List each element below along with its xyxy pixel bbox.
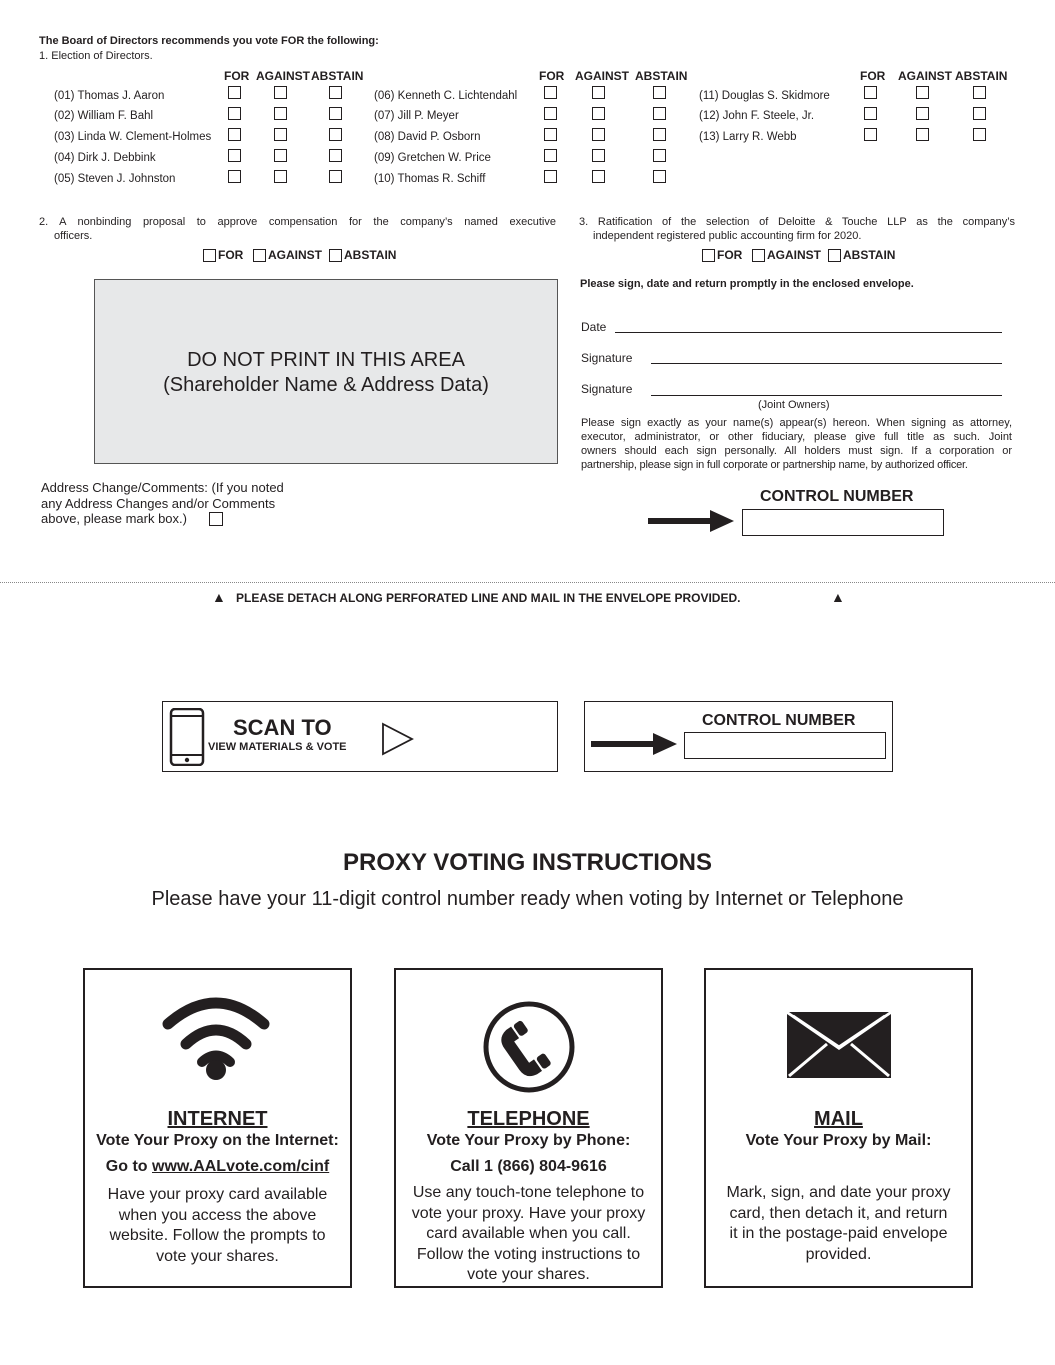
body-line: vote your shares. [156, 1247, 279, 1265]
joint-owners-label: (Joint Owners) [758, 399, 830, 411]
mail-body [716, 1183, 961, 1265]
control-number-box [742, 509, 944, 536]
proposal-2-line1: 2. A nonbinding proposal to approve compensation for the company’s named executive [39, 216, 556, 228]
checkbox-icon[interactable] [702, 249, 715, 262]
instructions-subheading: Please have your 11-digit control number ready when voting by Internet or Telephone [151, 888, 904, 910]
internet-subtitle: Vote Your Proxy on the Internet: [96, 1132, 339, 1149]
vote-for-checkbox[interactable] [228, 86, 241, 99]
option-label: FOR [717, 248, 743, 262]
scan-to-vote-box[interactable] [162, 701, 558, 772]
instructions-heading: PROXY VOTING INSTRUCTIONS [343, 849, 712, 876]
vote-abstain-checkbox[interactable] [329, 170, 342, 183]
vote-abstain-checkbox[interactable] [653, 86, 666, 99]
detach-instruction: PLEASE DETACH ALONG PERFORATED LINE AND MAIL IN THE ENVELOPE PROVIDED. [236, 591, 741, 605]
vote-for-checkbox[interactable] [864, 86, 877, 99]
internet-url-line [85, 1158, 350, 1176]
voting-website-link[interactable]: www.AALvote.com/cinf [152, 1158, 330, 1175]
vote-for-checkbox[interactable] [228, 170, 241, 183]
body-line: card available when you call. [426, 1225, 631, 1242]
vote-for-checkbox[interactable] [228, 149, 241, 162]
vote-for-checkbox[interactable] [544, 128, 557, 141]
internet-body [95, 1185, 340, 1267]
body-line: Have your proxy card available [107, 1186, 328, 1203]
address-change-checkbox[interactable] [209, 512, 223, 526]
vote-against-checkbox[interactable] [916, 128, 929, 141]
signature-joint-label: Signature [581, 382, 633, 396]
director-01: (01) Thomas J. Aaron [54, 90, 165, 102]
checkbox-icon[interactable] [329, 249, 342, 262]
col-against-3: AGAINST [898, 69, 952, 83]
proposal-3-line2: independent registered public accounting firm for 2020. [593, 230, 862, 242]
option-label: AGAINST [767, 248, 821, 262]
director-07: (07) Jill P. Meyer [374, 110, 459, 122]
vote-against-checkbox[interactable] [592, 128, 605, 141]
vote-against-checkbox[interactable] [274, 86, 287, 99]
item-1-label: 1. Election of Directors. [39, 50, 153, 62]
telephone-title: TELEPHONE [467, 1108, 590, 1130]
internet-method-panel [83, 968, 352, 1288]
triangle-up-icon: ▲ [212, 589, 226, 605]
vote-against-checkbox[interactable] [274, 128, 287, 141]
control-number-label: CONTROL NUMBER [760, 488, 914, 505]
col-abstain-2: ABSTAIN [635, 69, 688, 83]
body-line: Mark, sign, and date your proxy [726, 1184, 951, 1201]
body-line: when you access the above [118, 1206, 317, 1224]
control-number-box [684, 732, 886, 759]
signature-joint-field[interactable] [651, 395, 1002, 396]
checkbox-icon[interactable] [253, 249, 266, 262]
telephone-body [406, 1183, 651, 1286]
signing-note-1: Please sign exactly as your name(s) appear(s) hereon. When signing as attorney, [581, 417, 1012, 429]
vote-abstain-checkbox[interactable] [973, 128, 986, 141]
mail-subtitle: Vote Your Proxy by Mail: [745, 1132, 932, 1149]
col-for-2: FOR [539, 69, 565, 83]
vote-against-checkbox[interactable] [274, 107, 287, 120]
col-for-3: FOR [860, 69, 886, 83]
body-line: vote your shares. [467, 1266, 590, 1283]
vote-abstain-checkbox[interactable] [329, 149, 342, 162]
director-03: (03) Linda W. Clement-Holmes [54, 131, 212, 143]
vote-abstain-checkbox[interactable] [653, 128, 666, 141]
option-label: FOR [218, 248, 244, 262]
vote-against-checkbox[interactable] [916, 86, 929, 99]
checkbox-icon[interactable] [828, 249, 841, 262]
signature-label: Signature [581, 351, 633, 365]
proposal-2-for[interactable] [203, 248, 243, 262]
vote-abstain-checkbox[interactable] [653, 149, 666, 162]
proposal-2-abstain[interactable] [329, 248, 396, 262]
arrow-right-icon [648, 510, 734, 532]
director-09: (09) Gretchen W. Price [374, 152, 491, 164]
telephone-method-panel [394, 968, 663, 1288]
vote-for-checkbox[interactable] [228, 128, 241, 141]
vote-abstain-checkbox[interactable] [973, 107, 986, 120]
director-12: (12) John F. Steele, Jr. [699, 110, 815, 122]
shareholder-address-area [94, 279, 558, 464]
vote-abstain-checkbox[interactable] [653, 170, 666, 183]
proposal-2-line2: officers. [54, 230, 93, 242]
director-10: (10) Thomas R. Schiff [374, 173, 486, 185]
mail-title: MAIL [814, 1108, 863, 1130]
director-06: (06) Kenneth C. Lichtendahl [374, 90, 518, 102]
shareholder-data-notice: (Shareholder Name & Address Data) [163, 374, 489, 396]
vote-for-checkbox[interactable] [228, 107, 241, 120]
vote-abstain-checkbox[interactable] [329, 128, 342, 141]
vote-against-checkbox[interactable] [592, 170, 605, 183]
vote-against-checkbox[interactable] [274, 170, 287, 183]
vote-for-checkbox[interactable] [864, 128, 877, 141]
scan-subtitle: VIEW MATERIALS & VOTE [208, 741, 347, 753]
do-not-print-notice: DO NOT PRINT IN THIS AREA [187, 349, 465, 371]
vote-against-checkbox[interactable] [916, 107, 929, 120]
go-to-label: Go to [105, 1158, 152, 1175]
col-against-1: AGAINST [256, 69, 310, 83]
vote-against-checkbox[interactable] [592, 107, 605, 120]
option-label: AGAINST [268, 248, 322, 262]
date-label: Date [581, 320, 607, 334]
body-line: Follow the voting instructions to [416, 1245, 641, 1263]
body-line: Use any touch-tone telephone to [412, 1184, 645, 1201]
vote-against-checkbox[interactable] [592, 149, 605, 162]
perforation-line [0, 582, 1055, 583]
vote-abstain-checkbox[interactable] [329, 107, 342, 120]
col-abstain-1: ABSTAIN [311, 69, 364, 83]
mail-method-panel [704, 968, 973, 1288]
proposal-3-line1: 3. Ratification of the selection of Deloitte & Touche LLP as the company’s [579, 216, 1015, 228]
director-02: (02) William F. Bahl [54, 110, 154, 122]
body-line: card, then detach it, and return [729, 1204, 948, 1222]
vote-for-checkbox[interactable] [544, 86, 557, 99]
director-05: (05) Steven J. Johnston [54, 173, 176, 185]
checkbox-icon[interactable] [752, 249, 765, 262]
signing-note-2: executor, administrator, or other fiduciary, please give full title as such. Joint [581, 431, 1012, 443]
address-change-line: any Address Changes and/or Comments [41, 495, 276, 511]
address-change-text [41, 480, 284, 527]
checkbox-icon[interactable] [203, 249, 216, 262]
smartphone-icon [169, 708, 205, 766]
vote-for-checkbox[interactable] [864, 107, 877, 120]
arrow-right-icon [591, 733, 677, 755]
signature-field[interactable] [651, 363, 1002, 364]
sign-instruction: Please sign, date and return promptly in the enclosed envelope. [580, 278, 914, 290]
envelope-icon [787, 1012, 891, 1080]
wifi-icon [162, 994, 270, 1082]
triangle-up-icon: ▲ [831, 589, 845, 605]
option-label: ABSTAIN [843, 248, 896, 262]
option-label: ABSTAIN [344, 248, 397, 262]
control-number-label: CONTROL NUMBER [702, 712, 856, 729]
scan-title: SCAN TO [233, 715, 332, 740]
control-number-panel [584, 701, 893, 772]
col-against-2: AGAINST [575, 69, 629, 83]
phone-icon [482, 1000, 576, 1094]
body-line: provided. [805, 1245, 872, 1263]
col-abstain-3: ABSTAIN [955, 69, 1008, 83]
director-04: (04) Dirk J. Debbink [54, 152, 156, 164]
director-11: (11) Douglas S. Skidmore [699, 90, 830, 102]
vote-against-checkbox[interactable] [274, 149, 287, 162]
vote-against-checkbox[interactable] [592, 86, 605, 99]
address-change-line: above, please mark box.) [41, 511, 187, 526]
director-08: (08) David P. Osborn [374, 131, 481, 143]
address-change-line: Address Change/Comments: (If you noted [41, 480, 284, 495]
vote-for-checkbox[interactable] [544, 107, 557, 120]
vote-abstain-checkbox[interactable] [653, 107, 666, 120]
telephone-subtitle: Vote Your Proxy by Phone: [426, 1132, 631, 1149]
vote-for-checkbox[interactable] [544, 149, 557, 162]
board-recommendation: The Board of Directors recommends you vote FOR the following: [39, 35, 379, 47]
signing-note-4: partnership, please sign in full corporate or partnership name, by authorized officer. [581, 459, 968, 471]
proposal-3-for[interactable] [702, 248, 742, 262]
col-for-1: FOR [224, 69, 250, 83]
vote-abstain-checkbox[interactable] [973, 86, 986, 99]
director-13: (13) Larry R. Webb [699, 131, 797, 143]
proposal-2-against[interactable] [253, 248, 322, 262]
date-field[interactable] [615, 332, 1002, 333]
play-triangle-icon [381, 722, 415, 756]
signing-note-3: owners should each sign personally. All holders must sign. If a corporation or [581, 445, 1012, 457]
body-line: website. Follow the prompts to [109, 1227, 326, 1244]
telephone-number: Call 1 (866) 804-9616 [450, 1158, 607, 1175]
proposal-3-against[interactable] [752, 248, 821, 262]
vote-abstain-checkbox[interactable] [329, 86, 342, 99]
internet-title: INTERNET [167, 1108, 268, 1130]
body-line: it in the postage-paid envelope [729, 1225, 948, 1242]
proposal-3-abstain[interactable] [828, 248, 895, 262]
body-line: vote your proxy. Have your proxy [411, 1204, 646, 1222]
vote-for-checkbox[interactable] [544, 170, 557, 183]
